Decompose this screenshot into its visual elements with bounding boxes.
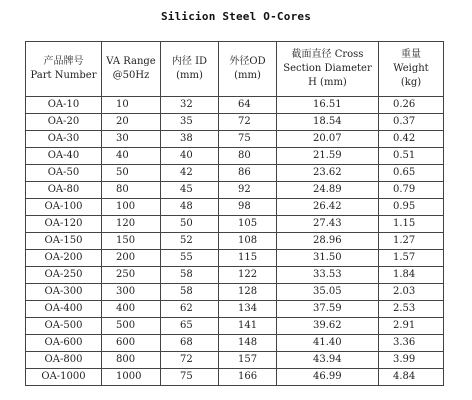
cell-va-range: 40 bbox=[102, 148, 161, 165]
cell-part-number: OA-10 bbox=[26, 97, 102, 114]
cell-inner-diameter: 58 bbox=[161, 267, 219, 284]
cell-weight: 2.91 bbox=[379, 318, 444, 335]
cell-outer-diameter: 157 bbox=[219, 352, 277, 369]
cell-outer-diameter: 72 bbox=[219, 114, 277, 131]
cell-weight: 3.36 bbox=[379, 335, 444, 352]
cell-weight: 2.53 bbox=[379, 301, 444, 318]
table-row bbox=[26, 148, 444, 165]
cell-part-number: OA-600 bbox=[26, 335, 102, 352]
cell-part-number: OA-30 bbox=[26, 131, 102, 148]
cell-outer-diameter: 75 bbox=[219, 131, 277, 148]
cell-cross-section: 23.62 bbox=[277, 165, 379, 182]
cell-outer-diameter: 148 bbox=[219, 335, 277, 352]
cell-inner-diameter: 72 bbox=[161, 352, 219, 369]
header-cross-section bbox=[277, 42, 379, 97]
cell-inner-diameter: 40 bbox=[161, 148, 219, 165]
cell-va-range: 800 bbox=[102, 352, 161, 369]
cell-part-number: OA-800 bbox=[26, 352, 102, 369]
cell-part-number: OA-500 bbox=[26, 318, 102, 335]
cell-va-range: 400 bbox=[102, 301, 161, 318]
table-row bbox=[26, 335, 444, 352]
cell-cross-section: 33.53 bbox=[277, 267, 379, 284]
cell-inner-diameter: 45 bbox=[161, 182, 219, 199]
cell-va-range: 80 bbox=[102, 182, 161, 199]
cell-outer-diameter: 92 bbox=[219, 182, 277, 199]
cell-va-range: 150 bbox=[102, 233, 161, 250]
cell-part-number: OA-200 bbox=[26, 250, 102, 267]
cell-va-range: 10 bbox=[102, 97, 161, 114]
cell-outer-diameter: 122 bbox=[219, 267, 277, 284]
cell-part-number: OA-300 bbox=[26, 284, 102, 301]
table-row bbox=[26, 369, 444, 386]
cell-cross-section: 39.62 bbox=[277, 318, 379, 335]
cell-part-number: OA-20 bbox=[26, 114, 102, 131]
table-row bbox=[26, 352, 444, 369]
cell-inner-diameter: 35 bbox=[161, 114, 219, 131]
table-row bbox=[26, 233, 444, 250]
cell-va-range: 20 bbox=[102, 114, 161, 131]
cell-weight: 3.99 bbox=[379, 352, 444, 369]
cell-va-range: 300 bbox=[102, 284, 161, 301]
cell-cross-section: 35.05 bbox=[277, 284, 379, 301]
cell-part-number: OA-40 bbox=[26, 148, 102, 165]
cell-outer-diameter: 141 bbox=[219, 318, 277, 335]
table-row bbox=[26, 97, 444, 114]
cell-weight: 0.95 bbox=[379, 199, 444, 216]
table-row bbox=[26, 250, 444, 267]
table-row bbox=[26, 114, 444, 131]
cell-inner-diameter: 75 bbox=[161, 369, 219, 386]
header-line: @50Hz bbox=[112, 70, 150, 81]
cell-cross-section: 46.99 bbox=[277, 369, 379, 386]
cell-part-number: OA-250 bbox=[26, 267, 102, 284]
cell-inner-diameter: 42 bbox=[161, 165, 219, 182]
document-title: Silicion Steel O-Cores bbox=[160, 10, 312, 23]
cell-inner-diameter: 55 bbox=[161, 250, 219, 267]
table-row bbox=[26, 182, 444, 199]
header-weight bbox=[379, 42, 444, 97]
cell-cross-section: 18.54 bbox=[277, 114, 379, 131]
cell-weight: 1.27 bbox=[379, 233, 444, 250]
table-row bbox=[26, 318, 444, 335]
cell-weight: 0.79 bbox=[379, 182, 444, 199]
cell-outer-diameter: 80 bbox=[219, 148, 277, 165]
cell-cross-section: 43.94 bbox=[277, 352, 379, 369]
cell-cross-section: 37.59 bbox=[277, 301, 379, 318]
cell-outer-diameter: 98 bbox=[219, 199, 277, 216]
header-part-number bbox=[26, 42, 102, 97]
cell-inner-diameter: 48 bbox=[161, 199, 219, 216]
table-row bbox=[26, 301, 444, 318]
header-line: Part Number bbox=[30, 70, 97, 81]
cell-outer-diameter: 128 bbox=[219, 284, 277, 301]
cell-part-number: OA-100 bbox=[26, 199, 102, 216]
header-line: 内径 ID bbox=[171, 56, 208, 67]
header-inner-diameter bbox=[161, 42, 219, 97]
cell-outer-diameter: 115 bbox=[219, 250, 277, 267]
cell-outer-diameter: 64 bbox=[219, 97, 277, 114]
header-line: VA Range bbox=[106, 56, 156, 67]
table-row bbox=[26, 165, 444, 182]
cell-va-range: 100 bbox=[102, 199, 161, 216]
table-row bbox=[26, 131, 444, 148]
cell-weight: 0.42 bbox=[379, 131, 444, 148]
cell-inner-diameter: 65 bbox=[161, 318, 219, 335]
cell-cross-section: 27.43 bbox=[277, 216, 379, 233]
cell-cross-section: 20.07 bbox=[277, 131, 379, 148]
cell-weight: 4.84 bbox=[379, 369, 444, 386]
cell-part-number: OA-150 bbox=[26, 233, 102, 250]
header-row bbox=[26, 42, 444, 97]
cell-va-range: 250 bbox=[102, 267, 161, 284]
header-line: 重量 bbox=[401, 49, 421, 60]
cell-weight: 0.65 bbox=[379, 165, 444, 182]
cell-cross-section: 26.42 bbox=[277, 199, 379, 216]
cell-part-number: OA-80 bbox=[26, 182, 102, 199]
cell-cross-section: 28.96 bbox=[277, 233, 379, 250]
table-header bbox=[26, 42, 444, 97]
cell-va-range: 30 bbox=[102, 131, 161, 148]
header-line: H (mm) bbox=[308, 77, 347, 88]
cell-part-number: OA-400 bbox=[26, 301, 102, 318]
cell-outer-diameter: 105 bbox=[219, 216, 277, 233]
header-line: (kg) bbox=[400, 77, 422, 88]
cell-inner-diameter: 58 bbox=[161, 284, 219, 301]
header-line: 截面直径 Cross bbox=[291, 49, 364, 60]
cell-inner-diameter: 50 bbox=[161, 216, 219, 233]
table-row bbox=[26, 199, 444, 216]
header-line: (mm) bbox=[234, 70, 261, 81]
cell-outer-diameter: 86 bbox=[219, 165, 277, 182]
cell-outer-diameter: 134 bbox=[219, 301, 277, 318]
cell-cross-section: 21.59 bbox=[277, 148, 379, 165]
table-body bbox=[26, 97, 444, 386]
cell-va-range: 1000 bbox=[102, 369, 161, 386]
header-line: (mm) bbox=[176, 70, 203, 81]
cell-inner-diameter: 32 bbox=[161, 97, 219, 114]
cell-inner-diameter: 38 bbox=[161, 131, 219, 148]
cell-inner-diameter: 62 bbox=[161, 301, 219, 318]
cell-va-range: 120 bbox=[102, 216, 161, 233]
header-line: Section Diameter bbox=[283, 63, 372, 74]
cell-va-range: 200 bbox=[102, 250, 161, 267]
cell-weight: 1.57 bbox=[379, 250, 444, 267]
cell-part-number: OA-50 bbox=[26, 165, 102, 182]
cell-weight: 2.03 bbox=[379, 284, 444, 301]
table-row bbox=[26, 267, 444, 284]
cell-inner-diameter: 52 bbox=[161, 233, 219, 250]
cell-va-range: 600 bbox=[102, 335, 161, 352]
cell-cross-section: 24.89 bbox=[277, 182, 379, 199]
cell-weight: 0.26 bbox=[379, 97, 444, 114]
cell-inner-diameter: 68 bbox=[161, 335, 219, 352]
table-row bbox=[26, 284, 444, 301]
table-row bbox=[26, 216, 444, 233]
cell-part-number: OA-1000 bbox=[26, 369, 102, 386]
cell-weight: 1.84 bbox=[379, 267, 444, 284]
cell-weight: 1.15 bbox=[379, 216, 444, 233]
cell-weight: 0.51 bbox=[379, 148, 444, 165]
cell-va-range: 50 bbox=[102, 165, 161, 182]
cell-cross-section: 31.50 bbox=[277, 250, 379, 267]
cell-outer-diameter: 108 bbox=[219, 233, 277, 250]
cell-cross-section: 41.40 bbox=[277, 335, 379, 352]
header-line: 产品牌号 bbox=[43, 56, 84, 67]
header-line: Weight bbox=[393, 63, 429, 74]
header-line: 外径OD bbox=[229, 56, 266, 67]
cell-cross-section: 16.51 bbox=[277, 97, 379, 114]
cell-weight: 0.37 bbox=[379, 114, 444, 131]
o-core-spec-table bbox=[25, 41, 444, 386]
cell-part-number: OA-120 bbox=[26, 216, 102, 233]
cell-outer-diameter: 166 bbox=[219, 369, 277, 386]
cell-va-range: 500 bbox=[102, 318, 161, 335]
header-va-range bbox=[102, 42, 161, 97]
header-outer-diameter bbox=[219, 42, 277, 97]
